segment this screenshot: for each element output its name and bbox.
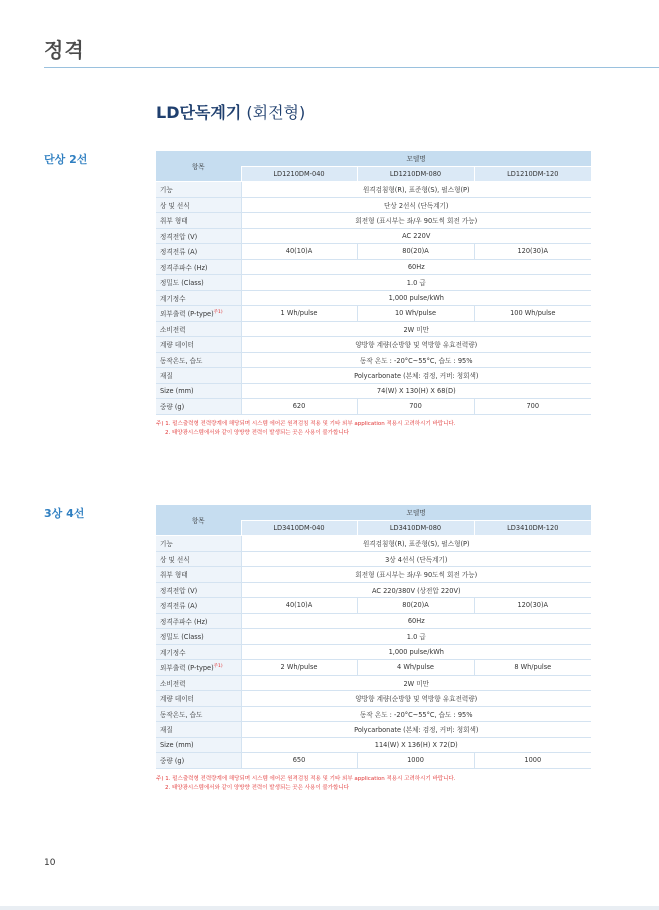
table-row (156, 259, 591, 275)
row-label-text: 정밀도 (Class) (160, 279, 204, 288)
table-row (156, 613, 591, 629)
row-label-text: 기능 (160, 540, 173, 549)
row-label-text: 정격주파수 (Hz) (160, 617, 208, 626)
row-value: 회전형 (표시부는 좌/우 90도씩 회전 가능) (241, 567, 591, 583)
row-value: 60Hz (241, 613, 591, 629)
row-value: 4 Wh/pulse (357, 660, 474, 676)
row-label (156, 660, 241, 676)
row-value: 단상 2선식 (단독계기) (241, 197, 591, 213)
row-value: Polycarbonate (본체: 검정, 커버: 청회색) (241, 722, 591, 738)
table-row (156, 306, 591, 322)
row-label-text: 중량 (g) (160, 403, 185, 412)
row-label (156, 644, 241, 660)
row-value: 2W 미만 (241, 675, 591, 691)
row-label (156, 536, 241, 552)
table-row (156, 368, 591, 384)
row-value: 1,000 pulse/kWh (241, 290, 591, 306)
row-value: AC 220V (241, 228, 591, 244)
row-label (156, 197, 241, 213)
note-line: 주) 1. 펄스출력형 전력량계에 해당되며 시스템 에어콘 원격검침 적용 및 기타 외부 application 적용시 고려하시기 바랍니다. (156, 776, 456, 782)
table-row (156, 290, 591, 306)
row-label-text: 외부출력 (P-type) (160, 310, 214, 319)
row-label-text: 취부 형태 (160, 217, 188, 226)
row-label (156, 706, 241, 722)
row-value: 3상 4선식 (단독계기) (241, 551, 591, 567)
row-label (156, 259, 241, 275)
row-value: 114(W) X 136(H) X 72(D) (241, 737, 591, 753)
table-row (156, 660, 591, 676)
notes-single-phase (156, 420, 596, 438)
row-label (156, 275, 241, 291)
model-name: LD1210DM-120 (474, 166, 591, 182)
row-value: Polycarbonate (본체: 검정, 커버: 청회색) (241, 368, 591, 384)
row-label (156, 691, 241, 707)
row-label-text: 계량 데이터 (160, 695, 194, 704)
row-value: 60Hz (241, 259, 591, 275)
row-value: 10 Wh/pulse (357, 306, 474, 322)
row-value: AC 220/380V (상전압 220V) (241, 582, 591, 598)
spec-table-single-phase (156, 151, 591, 415)
model-name: LD3410DM-120 (474, 520, 591, 536)
row-label-text: 계기정수 (160, 648, 186, 657)
row-label-text: 소비전력 (160, 325, 186, 334)
row-label (156, 290, 241, 306)
table-row (156, 182, 591, 198)
row-label-text: 동작온도, 습도 (160, 356, 203, 365)
row-label-text: 소비전력 (160, 679, 186, 688)
row-label (156, 722, 241, 738)
table-row (156, 337, 591, 353)
note-line: 주) 1. 펄스출력형 전력량계에 해당되며 시스템 에어콘 원격검침 적용 및 기타 외부 application 적용시 고려하시기 바랍니다. (156, 421, 456, 427)
table-row (156, 321, 591, 337)
row-label (156, 213, 241, 229)
header-item: 항목 (156, 505, 241, 536)
row-label (156, 582, 241, 598)
row-label-text: 상 및 선식 (160, 201, 190, 210)
section-label-single-phase: 단상 2선 (44, 153, 88, 166)
row-label (156, 244, 241, 260)
row-value: 120(30)A (474, 598, 591, 614)
table-row (156, 352, 591, 368)
row-value: 700 (474, 399, 591, 415)
row-label (156, 629, 241, 645)
row-label (156, 567, 241, 583)
table-row (156, 551, 591, 567)
table-row (156, 737, 591, 753)
row-label (156, 383, 241, 399)
row-label (156, 737, 241, 753)
row-value: 1000 (357, 753, 474, 769)
row-value: 동작 온도 : -20°C~55°C, 습도 : 95% (241, 706, 591, 722)
row-label (156, 368, 241, 384)
row-label-text: Size (mm) (160, 740, 194, 749)
row-label (156, 228, 241, 244)
row-value: 40(10)A (241, 598, 357, 614)
row-value: 1.0 급 (241, 275, 591, 291)
row-label-text: 재질 (160, 372, 173, 381)
model-name: LD1210DM-040 (241, 166, 357, 182)
notes-three-phase (156, 775, 596, 793)
row-value: 8 Wh/pulse (474, 660, 591, 676)
row-value: 74(W) X 130(H) X 68(D) (241, 383, 591, 399)
row-label-text: 중량 (g) (160, 757, 185, 766)
row-label-text: 취부 형태 (160, 571, 188, 580)
spec-table-three-phase (156, 505, 591, 769)
row-value: 2 Wh/pulse (241, 660, 357, 676)
row-value: 120(30)A (474, 244, 591, 260)
table-row (156, 691, 591, 707)
model-name: LD3410DM-080 (357, 520, 474, 536)
table-row (156, 197, 591, 213)
section-label-three-phase: 3상 4선 (44, 507, 85, 520)
row-label (156, 551, 241, 567)
table-row (156, 383, 591, 399)
table-row (156, 629, 591, 645)
row-label-text: 정격전류 (A) (160, 248, 198, 257)
footnote-marker: 주1) (213, 310, 223, 316)
title-divider (44, 67, 659, 68)
table-row (156, 536, 591, 552)
row-value: 양방향 계량(순방향 및 역방향 유효전력량) (241, 337, 591, 353)
row-label-text: Size (mm) (160, 386, 194, 395)
product-title-sub: (회전형) (246, 103, 306, 122)
row-value: 80(20)A (357, 244, 474, 260)
row-value: 회전형 (표시부는 좌/우 90도씩 회전 가능) (241, 213, 591, 229)
row-value: 620 (241, 399, 357, 415)
table-row (156, 598, 591, 614)
row-label-text: 정격전류 (A) (160, 602, 198, 611)
row-value: 80(20)A (357, 598, 474, 614)
row-value: 양방향 계량(순방향 및 역방향 유효전력량) (241, 691, 591, 707)
row-value: 100 Wh/pulse (474, 306, 591, 322)
table-row (156, 244, 591, 260)
table-row (156, 399, 591, 415)
table-row (156, 644, 591, 660)
model-name: LD1210DM-080 (357, 166, 474, 182)
row-value: 1 Wh/pulse (241, 306, 357, 322)
table-row (156, 582, 591, 598)
table-row (156, 753, 591, 769)
row-label-text: 정격전압 (V) (160, 586, 198, 595)
table-row (156, 722, 591, 738)
row-label-text: 상 및 선식 (160, 555, 190, 564)
row-label (156, 613, 241, 629)
row-value: 동작 온도 : -20°C~55°C, 습도 : 95% (241, 352, 591, 368)
row-label (156, 675, 241, 691)
row-value: 700 (357, 399, 474, 415)
table-row (156, 213, 591, 229)
header-models: 모델명 (241, 151, 591, 166)
product-title (156, 100, 305, 123)
table-row (156, 675, 591, 691)
row-label (156, 337, 241, 353)
footnote-marker: 주1) (213, 664, 223, 670)
page-number: 10 (44, 858, 56, 868)
product-title-main: LD단독계기 (156, 103, 242, 122)
row-label-text: 재질 (160, 726, 173, 735)
row-value: 1,000 pulse/kWh (241, 644, 591, 660)
row-label (156, 182, 241, 198)
header-item: 항목 (156, 151, 241, 182)
table-row (156, 567, 591, 583)
row-value: 650 (241, 753, 357, 769)
table-row (156, 228, 591, 244)
row-label-text: 계량 데이터 (160, 341, 194, 350)
row-label (156, 399, 241, 415)
footer-band (0, 906, 659, 910)
row-value: 40(10)A (241, 244, 357, 260)
row-label-text: 정격전압 (V) (160, 232, 198, 241)
header-models: 모델명 (241, 505, 591, 520)
note-line: 2. 태양광시스템에서와 같이 양방향 전력이 발생되는 곳은 사용이 불가합니다 (165, 785, 349, 791)
row-label-text: 기능 (160, 186, 173, 195)
note-line: 2. 태양광시스템에서와 같이 양방향 전력이 발생되는 곳은 사용이 불가합니다 (165, 430, 349, 436)
row-label (156, 753, 241, 769)
row-label (156, 306, 241, 322)
table-row (156, 706, 591, 722)
table-row (156, 275, 591, 291)
row-label-text: 동작온도, 습도 (160, 710, 203, 719)
row-label-text: 정격주파수 (Hz) (160, 263, 208, 272)
row-label-text: 계기정수 (160, 294, 186, 303)
row-value: 원격검침형(R), 표준형(S), 펄스형(P) (241, 182, 591, 198)
row-value: 2W 미만 (241, 321, 591, 337)
page-title: 정격 (44, 38, 85, 62)
row-value: 1.0 급 (241, 629, 591, 645)
row-label (156, 352, 241, 368)
row-label (156, 598, 241, 614)
row-value: 원격검침형(R), 표준형(S), 펄스형(P) (241, 536, 591, 552)
row-label-text: 외부출력 (P-type) (160, 664, 214, 673)
row-label-text: 정밀도 (Class) (160, 633, 204, 642)
model-name: LD3410DM-040 (241, 520, 357, 536)
row-label (156, 321, 241, 337)
row-value: 1000 (474, 753, 591, 769)
